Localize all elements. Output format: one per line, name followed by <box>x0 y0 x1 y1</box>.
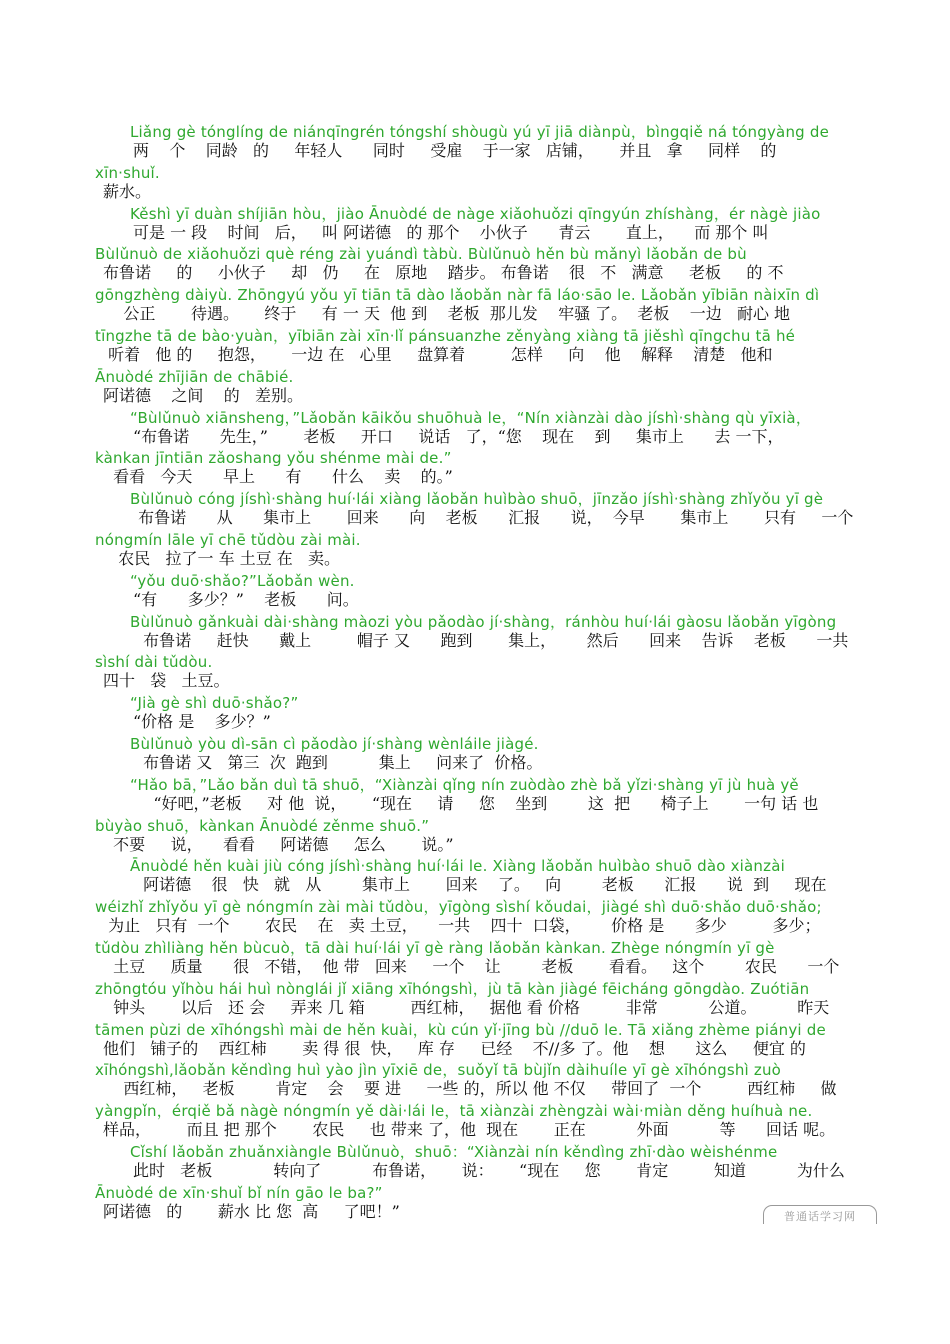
text-line <box>95 489 885 530</box>
text-line <box>95 408 885 449</box>
hanzi-line: 阿诺德 的 薪水 比 您 高 了吧！” <box>103 1201 400 1221</box>
text-line <box>95 979 885 1020</box>
pinyin-line: zhōngtóu yǐhòu hái huì nònglái jǐ xiāng xīhóngshì，jù tā kàn jiàgé fēicháng gōngdào. Zuótiān <box>95 979 810 998</box>
pinyin-line: yàngpǐn，érqiě bǎ nàgè nóngmín yě dài·lái le，tā xiànzài zhèngzài wài·miàn děng huíhuà ne. <box>95 1102 813 1121</box>
hanzi-line: 阿诺德 很 快 就 从 集市上 回来 了。 向 老板 汇报 说 到 现在 <box>133 875 827 895</box>
text-line <box>95 938 885 979</box>
pinyin-line: xīn·shuǐ. <box>95 163 160 182</box>
pinyin-line: tīngzhe tā de bào·yuàn，yībiān zài xīn·lǐ pánsuanzhe zěnyàng xiàng tā jiěshì qīngchu tā hé <box>95 326 796 345</box>
hanzi-line: 公正 待遇。 终于 有 一 天 他 到 老板 那儿发 牢骚 了。 老板 一边 耐心 地 <box>103 304 791 324</box>
hanzi-line: “好吧，”老板 对 他 说， “现在 请 您 坐到 这 把 椅子上 一句 话 也 <box>133 793 819 813</box>
pinyin-line: sìshí dài tǔdòu. <box>95 653 213 672</box>
pinyin-line: Bùlǔnuò gǎnkuài dài·shàng màozi yòu pǎodào jí·shàng，ránhòu huí·lái gàosu lǎobǎn yīgòng <box>130 612 837 631</box>
hanzi-line: 布鲁诺 又 第三 次 跑到 集上 问来了 价格。 <box>133 752 543 772</box>
text-line <box>95 285 885 326</box>
text-line <box>95 1060 885 1101</box>
text-line <box>95 530 885 571</box>
pinyin-line: “Bùlǔnuò xiānsheng，”Lǎobǎn kāikǒu shuōhuà le，“Nín xiànzài dào jíshì·shàng qù yīxià， <box>130 408 812 427</box>
hanzi-line: 两 个 同龄 的 年轻人 同时 受雇 于一家 店铺， 并且 拿 同样 的 <box>133 141 777 160</box>
watermark-badge <box>763 1205 877 1224</box>
hanzi-line: 钟头 以后 还 会 弄来 几 箱 西红柿， 据他 看 价格 非常 公道。 昨天 <box>103 997 830 1017</box>
hanzi-line: 可是 一 段 时间 后， 叫 阿诺德 的 那个 小伙子 青云 直上， 而 那个 叫 <box>133 222 769 242</box>
pinyin-line: Bùlǔnuò yòu dì-sān cì pǎodào jí·shàng wènláile jiàgé. <box>130 734 539 753</box>
hanzi-line: 布鲁诺 赶快 戴上 帽子 又 跑到 集上， 然后 回来 告诉 老板 一共 <box>133 630 849 650</box>
text-line <box>95 734 885 775</box>
hanzi-line: 西红柿， 老板 肯定 会 要 进 一些 的，所以 他 不仅 带回了 一个 西红柿 做 <box>103 1079 837 1099</box>
hanzi-line: 看看 今天 早上 有 什么 卖 的。” <box>103 467 453 487</box>
text-line <box>95 163 885 204</box>
hanzi-line: “布鲁诺 先生，” 老板 开口 说话 了，“您 现在 到 集市上 去 一下， <box>133 426 784 446</box>
text-line <box>95 897 885 938</box>
text-line <box>95 571 885 612</box>
pinyin-line: Bùlǔnuò de xiǎohuǒzi què réng zài yuándì tàbù. Bùlǔnuò hěn bù mǎnyì lǎobǎn de bù <box>95 245 747 264</box>
text-line <box>95 367 885 408</box>
text-line <box>95 775 885 816</box>
pinyin-line: Kěshì yī duàn shíjiān hòu，jiào Ānuòdé de nàge xiǎohuǒzi qīngyún zhíshàng，ér nàgè jiào <box>130 204 821 223</box>
hanzi-line: 不要 说， 看看 阿诺德 怎么 说。” <box>103 834 454 854</box>
pinyin-line: “Jià gè shì duō·shǎo?” <box>130 694 299 713</box>
hanzi-line: “有 多少？” 老板 问。 <box>133 589 359 609</box>
pinyin-line: Cǐshí lǎobǎn zhuǎnxiàngle Bùlǔnuò，shuō：“Xiànzài nín kěndìng zhī·dào wèishénme <box>130 1142 778 1161</box>
pinyin-line: “Hǎo bā，”Lǎo bǎn duì tā shuō，“Xiànzài qǐng nín zuòdào zhè bǎ yǐzi·shàng yī jù huà yě <box>130 775 799 794</box>
text-line <box>95 856 885 897</box>
pinyin-line: tǔdòu zhìliàng hěn bùcuò，tā dài huí·lái yī gè ràng lǎobǎn kànkan. Zhège nóngmín yī gè <box>95 938 775 957</box>
hanzi-line: 农民 拉了一 车 土豆 在 卖。 <box>103 548 341 568</box>
text-line <box>95 816 885 857</box>
text-line <box>95 448 885 489</box>
text-line <box>95 326 885 367</box>
pinyin-line: Ānuòdé de xīn·shuǐ bǐ nín gāo le ba?” <box>95 1183 383 1202</box>
hanzi-line: 土豆 质量 很 不错， 他 带 回来 一个 让 老板 看看。 这个 农民 一个 <box>103 956 840 976</box>
text-line <box>95 1020 885 1061</box>
pinyin-line: Liǎng gè tónglíng de niánqīngrén tóngshí shòugù yú yī jiā diànpù，bìngqiě ná tóngyàng de <box>130 123 829 141</box>
hanzi-line: 听着 他 的 抱怨， 一边 在 心里 盘算着 怎样 向 他 解释 清楚 他和 <box>103 344 773 364</box>
pinyin-line: Bùlǔnuò cóng jíshì·shàng huí·lái xiàng lǎobǎn huìbào shuō，jīnzǎo jíshì·shàng zhǐyǒu yī gè <box>130 490 824 509</box>
hanzi-line: 四十 袋 土豆。 <box>103 671 230 691</box>
watermark-text: 普通话学习网 <box>784 1210 856 1223</box>
pinyin-line: Ānuòdé hěn kuài jiù cóng jíshì·shàng huí·lái le. Xiàng lǎobǎn huìbào shuō dào xiànzài <box>130 857 785 876</box>
text-line <box>95 1101 885 1142</box>
text-body <box>95 122 885 1224</box>
text-line <box>95 652 885 693</box>
hanzi-line: 为止 只有 一个 农民 在 卖 土豆， 一共 四十 口袋， 价格 是 多少 多少； <box>103 916 821 936</box>
pinyin-line: nóngmín lāle yī chē tǔdòu zài mài. <box>95 530 361 549</box>
pinyin-line: bùyào shuō，kànkan Ānuòdé zěnme shuō.” <box>95 816 430 835</box>
hanzi-line: 薪水。 <box>103 181 152 201</box>
pinyin-line: wéizhǐ zhǐyǒu yī gè nóngmín zài mài tǔdòu，yīgòng sìshí kǒudai，jiàgé shì duō·shǎo duō·shǎo; <box>95 898 822 917</box>
hanzi-line: 布鲁诺 从 集市上 回来 向 老板 汇报 说， 今早 集市上 只有 一个 <box>133 508 854 528</box>
pinyin-line: kànkan jīntiān zǎoshang yǒu shénme mài de.” <box>95 449 452 468</box>
hanzi-line: 布鲁诺 的 小伙子 却 仍 在 原地 踏步。 布鲁诺 很 不 满意 老板 的 不 <box>103 263 784 283</box>
text-line <box>95 1142 885 1183</box>
pinyin-line: Ānuòdé zhījiān de chābié. <box>95 367 294 386</box>
pinyin-line: xīhóngshì,lǎobǎn kěndìng huì yào jìn yīxiē de，suǒyǐ tā bùjǐn dàihuíle yī gè xīhóngshì zuò <box>95 1061 782 1080</box>
pinyin-line: “yǒu duō·shǎo?”Lǎobǎn wèn. <box>130 571 355 590</box>
hanzi-line: 他们 铺子的 西红柿 卖 得 很 快， 库 存 已经 不//多 了。他 想 这么 便宜 的 <box>103 1038 806 1058</box>
text-line <box>95 693 885 734</box>
text-line <box>95 122 885 163</box>
hanzi-line: “价格 是 多少？” <box>133 712 271 732</box>
hanzi-line: 样品， 而且 把 那个 农民 也 带来 了，他 现在 正在 外面 等 回话 呢。 <box>103 1120 836 1140</box>
hanzi-line: 此时 老板 转向了 布鲁诺， 说： “现在 您 肯定 知道 为什么 <box>133 1160 845 1180</box>
text-line <box>95 612 885 653</box>
pinyin-line: tāmen pùzi de xīhóngshì mài de hěn kuài，kù cún yǐ·jīng bù //duō le. Tā xiǎng zhème piányi de <box>95 1020 826 1039</box>
pinyin-line: gōngzhèng dàiyù. Zhōngyú yǒu yī tiān tā dào lǎobǎn nàr fā láo·sāo le. Lǎobǎn yībiān nàixīn dì <box>95 286 820 305</box>
hanzi-line: 阿诺德 之间 的 差别。 <box>103 385 303 405</box>
text-line <box>95 204 885 245</box>
text-line <box>95 244 885 285</box>
